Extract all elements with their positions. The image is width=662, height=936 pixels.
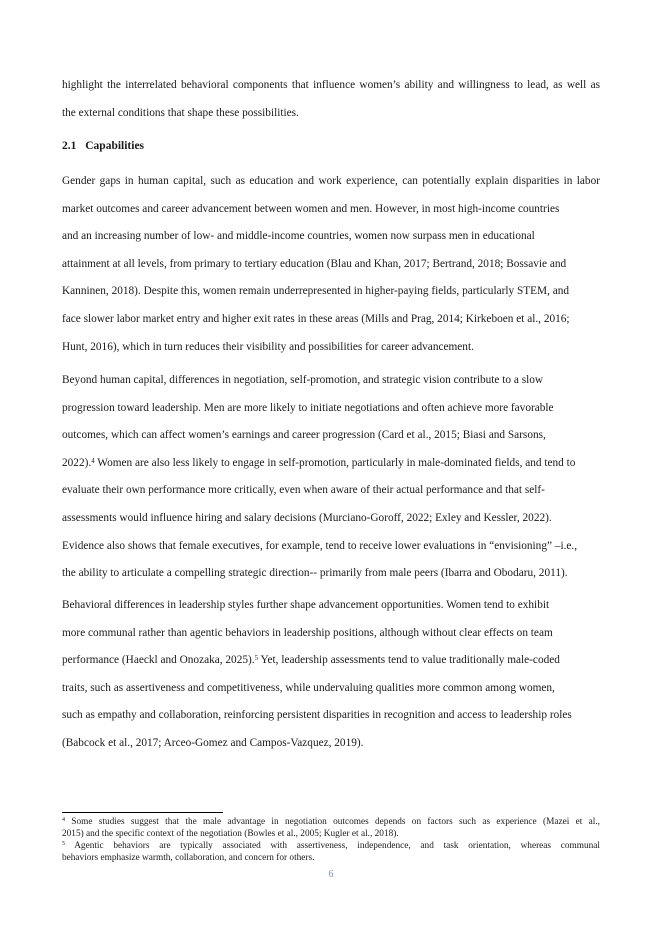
text-line: Behavioral differences in leadership styles further shape advancement opportunities. Women tend to exhibit [62,599,550,611]
text-line: the external conditions that shape these possibilities. [62,106,299,119]
footnote-marker: 4 [62,817,65,823]
text-line: traits, such as assertiveness and competitiveness, while undervaluing qualities more common among women, [62,681,555,694]
section-heading [62,136,144,156]
text-line: Kanninen, 2018). Despite this, women remain underrepresented in higher-paying fields, particularly STEM, and [62,285,570,298]
text-fragment: performance (Haeckl and Onozaka, 2025). [62,654,255,667]
footnote-separator [62,812,223,813]
text-line [62,450,600,478]
footnotes [62,816,600,864]
text-line: face slower labor market entry and higher exit rates in these areas (Mills and Prag, 2014; Kirkeboen et al., 2016; [62,312,570,325]
footnote-ref-5[interactable]: 5 [254,654,259,663]
section-number: 2.1 [62,140,77,152]
intro-paragraph [62,72,600,127]
footnote-line [62,816,600,828]
text-line: evaluate their own performance more critically, even when aware of their actual performance and that self- [62,484,545,497]
text-line: attainment at all levels, from primary to tertiary education (Blau and Khan, 2017; Bertrand, 2018; Bossavie and [62,257,567,270]
text-line: (Babcock et al., 2017; Arceo-Gomez and Campos-Vazquez, 2019). [62,736,364,749]
text-line: Gender gaps in human capital, such as education and work experience, can potentially explain disparities in labor [62,175,600,187]
text-line: Hunt, 2016), which in turn reduces their visibility and possibilities for career advancement. [62,340,474,353]
text-line: Evidence also shows that female executives, for example, tend to receive lower evaluations in “envisioning” –i.e., [62,539,578,552]
footnote-ref-4[interactable]: 4 [91,456,95,465]
text-line: progression toward leadership. Men are more likely to initiate negotiations and often achieve more favorable [62,401,554,414]
text-line: such as empathy and collaboration, reinforcing persistent disparities in recognition and access to leadership roles [62,709,572,722]
footnote-marker: 5 [62,841,65,848]
footnote-5 [62,840,600,864]
text-fragment: Women are also less likely to engage in self-promotion, particularly in male-dominated fields, and tend to [94,456,576,469]
footnote-line: 2015) and the specific context of the negotiation (Bowles et al., 2005; Kugler et al., 2018). [62,829,399,840]
text-line: Beyond human capital, differences in negotiation, self-promotion, and strategic vision contribute to a slow [62,374,544,386]
footnote-line [62,840,600,852]
text-fragment: 2022). [62,456,92,469]
page-number: 6 [328,869,334,880]
paragraph-leadership-styles [62,592,600,758]
paragraph-human-capital [62,168,600,361]
text-line: highlight the interrelated behavioral components that influence women’s ability and willingness to lead, as well as [62,79,600,91]
paragraph-negotiation [62,367,600,588]
text-line: more communal rather than agentic behaviors in leadership positions, although without clear effects on team [62,626,553,639]
footnote-4 [62,816,600,840]
footnote-text: Some studies suggest that the male advantage in negotiation outcomes depends on factors such as experience (Mazei et al., [65,817,600,827]
section-title: Capabilities [85,140,145,152]
text-line: assessments would influence hiring and salary decisions (Murciano-Goroff, 2022; Exley and Kessler, 2022). [62,511,552,524]
text-line: outcomes, which can affect women’s earnings and career progression (Card et al., 2015; Biasi and Sarsons, [62,429,546,442]
text-fragment: Yet, leadership assessments tend to value traditionally male-coded [258,654,560,667]
text-line: the ability to articulate a compelling strategic direction-- primarily from male peers (Ibarra and Obodaru, 2011). [62,567,568,580]
text-line [62,647,600,675]
footnote-text: Agentic behaviors are typically associated with assertiveness, independence, and task orientation, whereas communal [65,841,600,852]
text-line: and an increasing number of low- and middle-income countries, women now surpass men in educational [62,230,535,243]
text-line: market outcomes and career advancement between women and men. However, in most high-income countries [62,202,560,215]
footnote-line: behaviors emphasize warmth, collaboration, and concern for others. [62,853,315,864]
